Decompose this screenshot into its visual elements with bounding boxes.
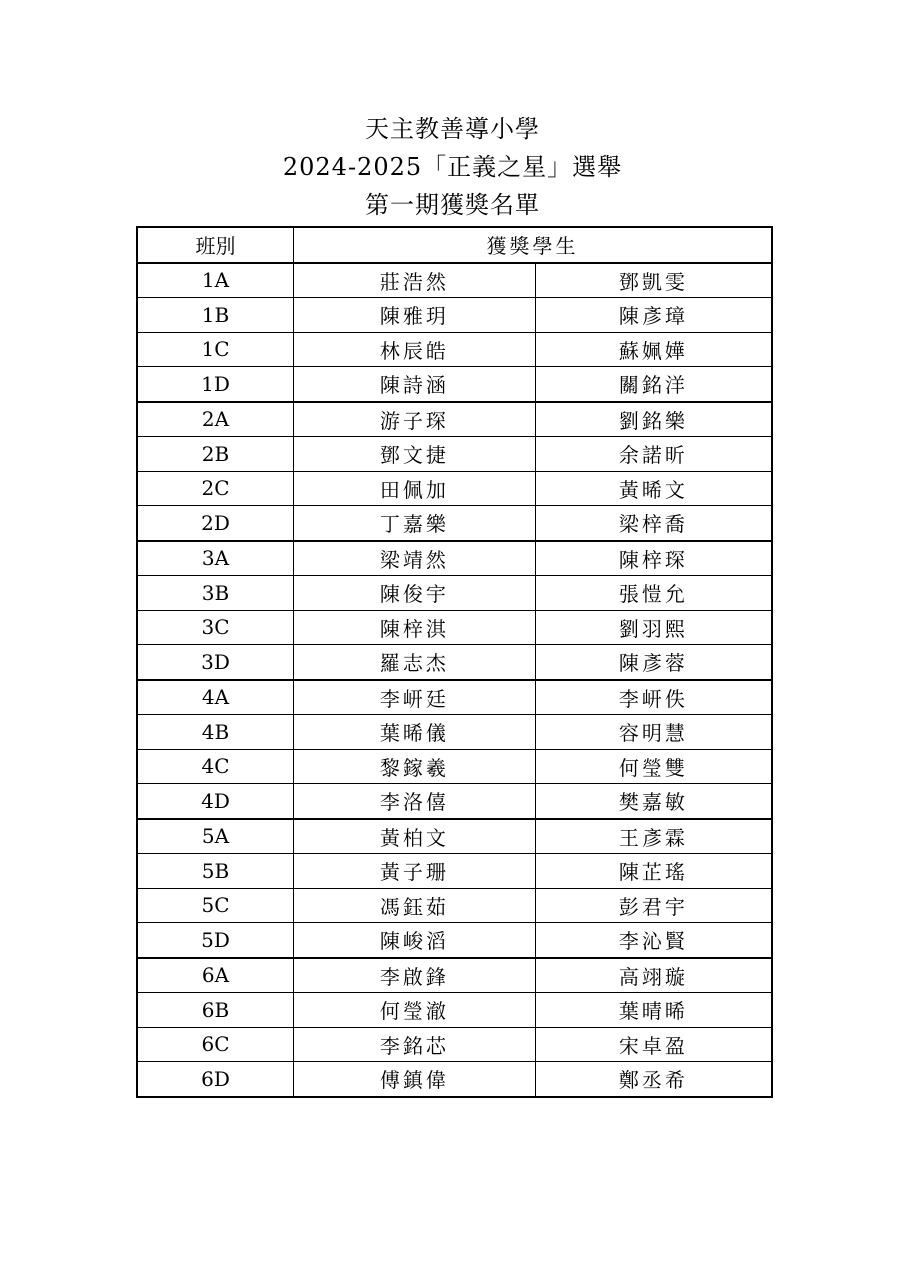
student-name-cell: 陳梓琛	[535, 541, 772, 576]
table-row	[137, 1062, 772, 1097]
student-name-cell: 余諾昕	[535, 437, 772, 472]
table-row	[137, 437, 772, 472]
class-cell: 6A	[137, 958, 293, 993]
student-name-cell: 陳詩涵	[293, 367, 535, 402]
class-cell: 2B	[137, 437, 293, 472]
student-name-cell: 陳彥蓉	[535, 645, 772, 680]
table-row	[137, 749, 772, 784]
student-name-cell: 鄧凱雯	[535, 263, 772, 298]
student-name-cell: 陳彥璋	[535, 298, 772, 333]
student-name-cell: 陳梓淇	[293, 610, 535, 645]
student-name-cell: 李岍佚	[535, 680, 772, 715]
student-name-cell: 王彥霖	[535, 819, 772, 854]
student-name-cell: 田佩加	[293, 471, 535, 506]
document-header	[0, 110, 905, 224]
student-name-cell: 高翊璇	[535, 958, 772, 993]
class-cell: 2A	[137, 402, 293, 437]
class-cell: 3C	[137, 610, 293, 645]
student-name-cell: 葉晴晞	[535, 993, 772, 1028]
table-row	[137, 958, 772, 993]
class-cell: 6D	[137, 1062, 293, 1097]
student-name-cell: 陳俊宇	[293, 576, 535, 611]
table-row	[137, 888, 772, 923]
student-name-cell: 黎鎵羲	[293, 749, 535, 784]
student-name-cell: 傅鎮偉	[293, 1062, 535, 1097]
student-name-cell: 關銘洋	[535, 367, 772, 402]
student-name-cell: 陳雅玥	[293, 298, 535, 333]
students-column-header: 獲獎學生	[293, 227, 772, 263]
student-name-cell: 馮鈺茹	[293, 888, 535, 923]
class-cell: 6B	[137, 993, 293, 1028]
student-name-cell: 劉羽熙	[535, 610, 772, 645]
table-row	[137, 263, 772, 298]
class-cell: 1B	[137, 298, 293, 333]
student-name-cell: 黃晞文	[535, 471, 772, 506]
class-cell: 5C	[137, 888, 293, 923]
class-cell: 1C	[137, 332, 293, 367]
student-name-cell: 陳峻滔	[293, 923, 535, 958]
student-name-cell: 樊嘉敏	[535, 784, 772, 819]
school-name: 天主教善導小學	[365, 115, 540, 143]
student-name-cell: 容明慧	[535, 715, 772, 750]
table-row	[137, 402, 772, 437]
class-cell: 3D	[137, 645, 293, 680]
class-cell: 6C	[137, 1027, 293, 1062]
table-row	[137, 784, 772, 819]
student-name-cell: 莊浩然	[293, 263, 535, 298]
table-row	[137, 471, 772, 506]
student-name-cell: 彭君宇	[535, 888, 772, 923]
table-body	[137, 263, 772, 1097]
class-column-header: 班別	[137, 227, 293, 263]
student-name-cell: 何瑩雙	[535, 749, 772, 784]
table-row	[137, 715, 772, 750]
class-cell: 2C	[137, 471, 293, 506]
student-name-cell: 蘇姵嬅	[535, 332, 772, 367]
table-row	[137, 680, 772, 715]
student-name-cell: 鄧文捷	[293, 437, 535, 472]
student-name-cell: 鄭丞希	[535, 1062, 772, 1097]
class-cell: 4B	[137, 715, 293, 750]
student-name-cell: 李洛僖	[293, 784, 535, 819]
class-cell: 5D	[137, 923, 293, 958]
table-row	[137, 298, 772, 333]
table-row	[137, 923, 772, 958]
class-cell: 5A	[137, 819, 293, 854]
student-name-cell: 葉晞儀	[293, 715, 535, 750]
class-cell: 5B	[137, 854, 293, 889]
student-name-cell: 黃柏文	[293, 819, 535, 854]
table-row	[137, 541, 772, 576]
table-row	[137, 367, 772, 402]
student-name-cell: 丁嘉樂	[293, 506, 535, 541]
student-name-cell: 陳芷瑤	[535, 854, 772, 889]
table-row	[137, 993, 772, 1028]
class-cell: 4A	[137, 680, 293, 715]
student-name-cell: 宋卓盈	[535, 1027, 772, 1062]
student-name-cell: 劉銘樂	[535, 402, 772, 437]
list-subtitle: 第一期獲獎名單	[365, 191, 540, 219]
table-row	[137, 819, 772, 854]
student-name-cell: 李啟鋒	[293, 958, 535, 993]
student-name-cell: 林辰皓	[293, 332, 535, 367]
student-name-cell: 何瑩澈	[293, 993, 535, 1028]
table-row	[137, 506, 772, 541]
student-name-cell: 李沁賢	[535, 923, 772, 958]
student-name-cell: 張愷允	[535, 576, 772, 611]
student-name-cell: 游子琛	[293, 402, 535, 437]
table-row	[137, 854, 772, 889]
table-row	[137, 645, 772, 680]
student-name-cell: 羅志杰	[293, 645, 535, 680]
student-name-cell: 梁梓喬	[535, 506, 772, 541]
table-row	[137, 1027, 772, 1062]
table-row	[137, 576, 772, 611]
class-cell: 4C	[137, 749, 293, 784]
event-title: 2024-2025「正義之星」選舉	[282, 153, 623, 181]
student-name-cell: 黃子珊	[293, 854, 535, 889]
class-cell: 1A	[137, 263, 293, 298]
awards-table	[136, 226, 773, 1098]
class-cell: 3B	[137, 576, 293, 611]
student-name-cell: 梁靖然	[293, 541, 535, 576]
class-cell: 3A	[137, 541, 293, 576]
class-cell: 4D	[137, 784, 293, 819]
student-name-cell: 李岍廷	[293, 680, 535, 715]
table-row	[137, 332, 772, 367]
student-name-cell: 李銘芯	[293, 1027, 535, 1062]
class-cell: 1D	[137, 367, 293, 402]
table-row	[137, 610, 772, 645]
class-cell: 2D	[137, 506, 293, 541]
table-header-row	[137, 227, 772, 263]
